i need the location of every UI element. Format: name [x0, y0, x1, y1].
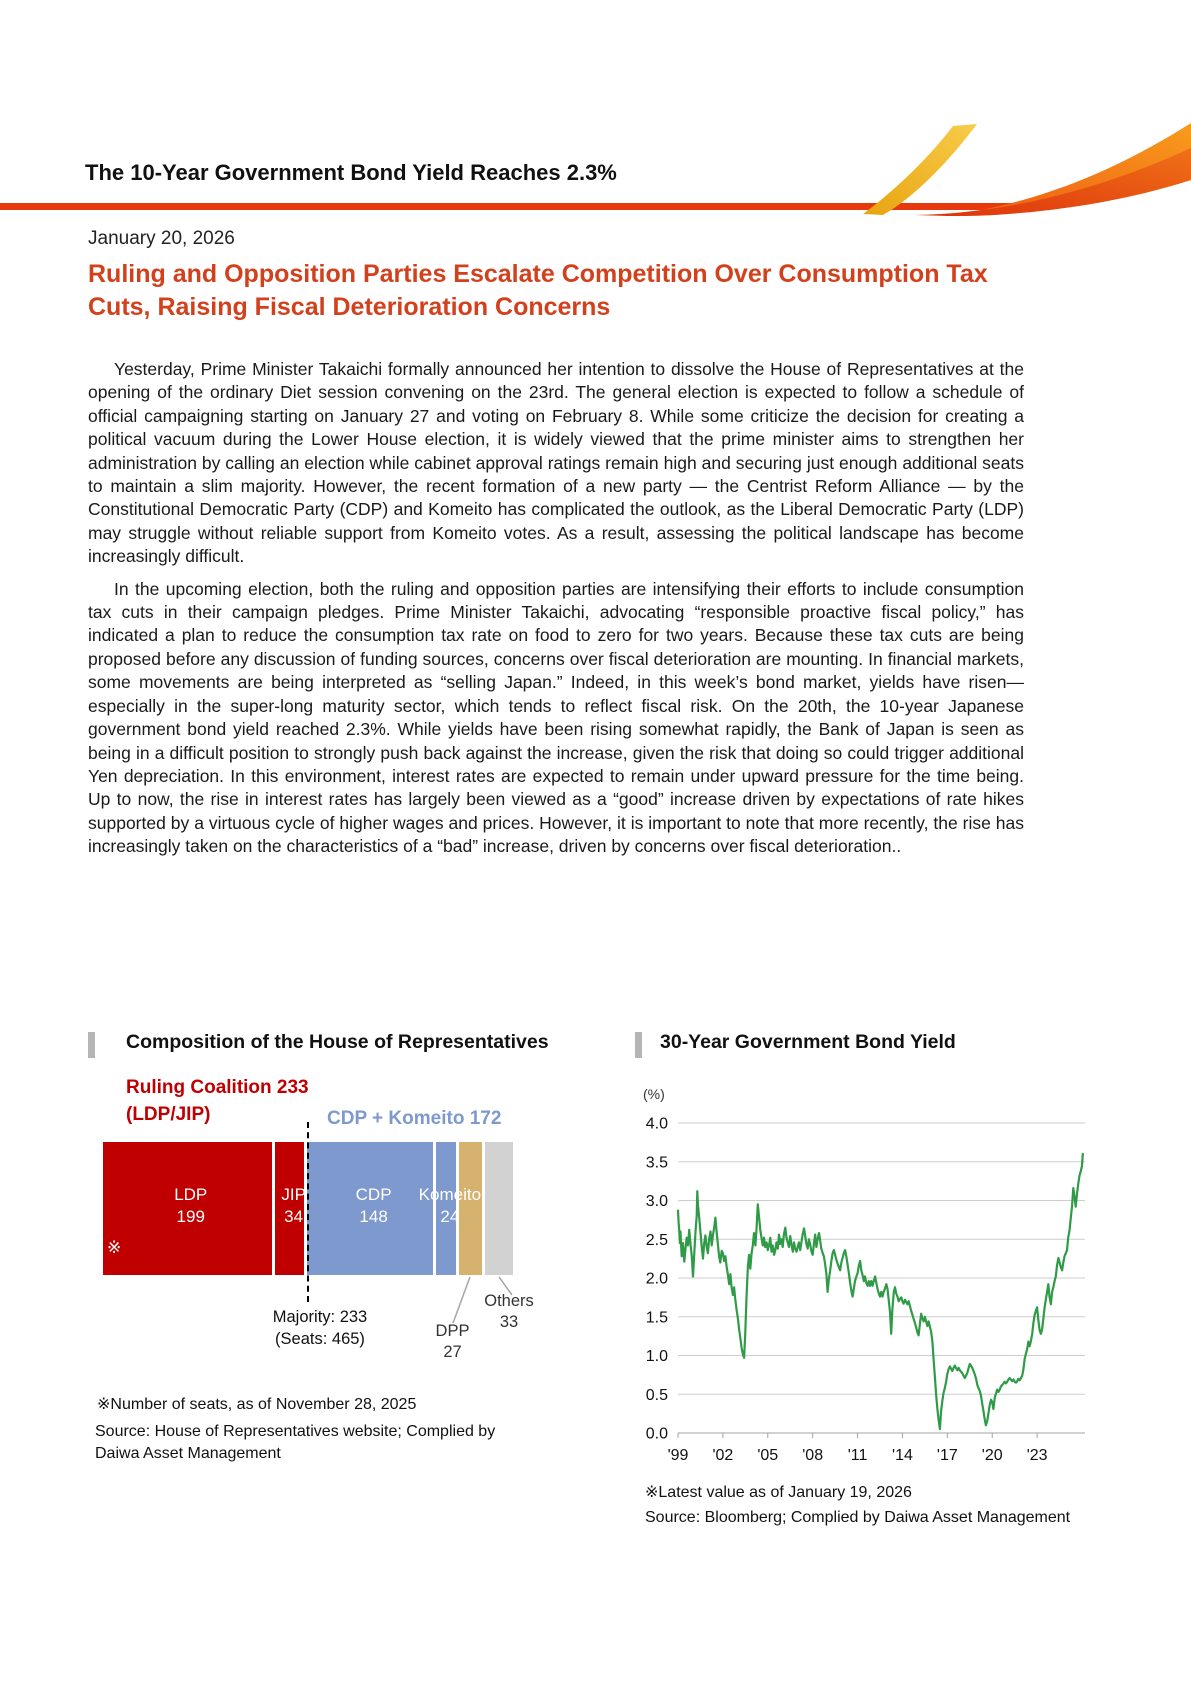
- ruling-coalition-label: [126, 1074, 309, 1128]
- y-tick-label: 3.0: [645, 1193, 668, 1210]
- article-paragraph-1: Yesterday, Prime Minister Takaichi formally announced her intention to dissolve the House of Representatives at the opening of the ordinary Diet session convening on the 23rd. The general election is expected to follow a schedule of official campaigning starting on January 27 and voting on February 8. While some criticize the decision for creating a political vacuum during the Lower House election, it is widely viewed that the prime minister aims to strengthen her administration by calling an election while cabinet approval ratings remain high and securing just enough additional seats to maintain a slim majority. However, the recent formation of a new party — the Centrist Reform Alliance — by the Constitutional Democratic Party (CDP) and Komeito has complicated the outlook, as the Liberal Democratic Party (LDP) may struggle without reliable support from Komeito votes. As a result, assessing the political landscape has become increasingly difficult.: [88, 359, 1024, 567]
- x-tick-label: '14: [892, 1447, 913, 1464]
- header-swoosh-icon: [855, 118, 1191, 216]
- bar-label-cdp: CDP 148: [355, 1185, 392, 1226]
- bar-label-jip: JIP 34: [281, 1185, 306, 1226]
- section-marker-icon: [88, 1032, 95, 1058]
- bar-asterisk-note: ※: [107, 1238, 122, 1257]
- section-marker-icon: [635, 1032, 642, 1058]
- y-tick-label: 0.5: [645, 1386, 668, 1404]
- x-tick-label: '05: [757, 1447, 779, 1464]
- y-tick-label: 1.5: [645, 1309, 668, 1327]
- bar-label-komeito: Komeito 24: [418, 1185, 482, 1226]
- y-tick-label: 3.5: [645, 1154, 668, 1172]
- majority-dashed-line: [307, 1122, 309, 1302]
- y-tick-label: 0.0: [645, 1425, 668, 1443]
- bond-chart-svg: [620, 1080, 1095, 1465]
- y-axis-unit-label: (%): [643, 1086, 665, 1102]
- y-tick-label: 2.5: [645, 1231, 668, 1249]
- y-tick-label: 4.0: [645, 1115, 668, 1133]
- x-tick-label: '17: [936, 1447, 958, 1464]
- x-tick-label: '11: [847, 1447, 868, 1464]
- x-tick-label: '08: [802, 1447, 824, 1464]
- x-tick-label: '02: [712, 1447, 734, 1464]
- ruling-coalition-line1: Ruling Coalition 233: [126, 1077, 309, 1098]
- bond-footnote: ※Latest value as of January 19, 2026: [645, 1484, 912, 1501]
- x-tick-label: '99: [667, 1447, 689, 1464]
- composition-chart-title: Composition of the House of Representatives: [126, 1031, 549, 1053]
- bond-source: Source: Bloomberg; Complied by Daiwa Asset Management: [645, 1509, 1071, 1526]
- bar-segment-others: [485, 1142, 513, 1275]
- ruling-coalition-line2: (LDP/JIP): [126, 1104, 211, 1125]
- y-tick-label: 1.0: [645, 1348, 668, 1365]
- banner-title: The 10-Year Government Bond Yield Reaches 2.3%: [85, 160, 617, 185]
- bond-yield-line: [678, 1154, 1083, 1429]
- majority-annotation: Majority: 233 (Seats: 465): [272, 1308, 368, 1348]
- article-date: January 20, 2026: [88, 228, 235, 249]
- callout-others: Others 33: [484, 1292, 534, 1331]
- y-tick-label: 2.0: [645, 1270, 668, 1288]
- bar-label-ldp: LDP 199: [174, 1185, 208, 1226]
- x-tick-label: '20: [981, 1447, 1003, 1464]
- callout-dpp: DPP 27: [435, 1322, 470, 1361]
- x-tick-label: '23: [1026, 1447, 1048, 1464]
- bond-chart-title: 30-Year Government Bond Yield: [660, 1031, 956, 1053]
- composition-footnote: ※Number of seats, as of November 28, 2025: [97, 1396, 417, 1413]
- article-body: [88, 358, 1024, 868]
- article-paragraph-2: In the upcoming election, both the ruling and opposition parties are intensifying their efforts to include consumption tax cuts in their campaign pledges. Prime Minister Takaichi, advocating “responsible proactive fiscal policy,” has indicated a plan to reduce the consumption tax rate on food to zero for two years. Because these tax cuts are being proposed before any discussion of funding sources, concerns over fiscal deterioration are mounting. In financial markets, some movements are being interpreted as “selling Japan.” Indeed, in this week’s bond market, yields have risen—especially in the super-long maturity sector, which tends to reflect fiscal risk. On the 20th, the 10-year Japanese government bond yield reached 2.3%. While yields have been rising somewhat rapidly, the Bank of Japan is seen as being in a difficult position to strongly push back against the increase, given the risk that doing so could trigger additional Yen depreciation. In this environment, interest rates are expected to remain under upward pressure for the time being. Up to now, the rise in interest rates has largely been viewed as a “good” increase driven by expectations of rate hikes supported by a virtuous cycle of higher wages and prices. However, it is important to note that more recently, the rise has increasingly taken on the characteristics of a “bad” increase, driven by concerns over fiscal deterioration..: [88, 578, 1024, 857]
- composition-source: Source: House of Representatives website; Complied by Daiwa Asset Management: [95, 1423, 496, 1462]
- opposition-label: CDP + Komeito 172: [327, 1108, 502, 1129]
- article-headline: Ruling and Opposition Parties Escalate Competition Over Consumption Tax Cuts, Raising Fiscal Deterioration Concerns: [88, 260, 988, 321]
